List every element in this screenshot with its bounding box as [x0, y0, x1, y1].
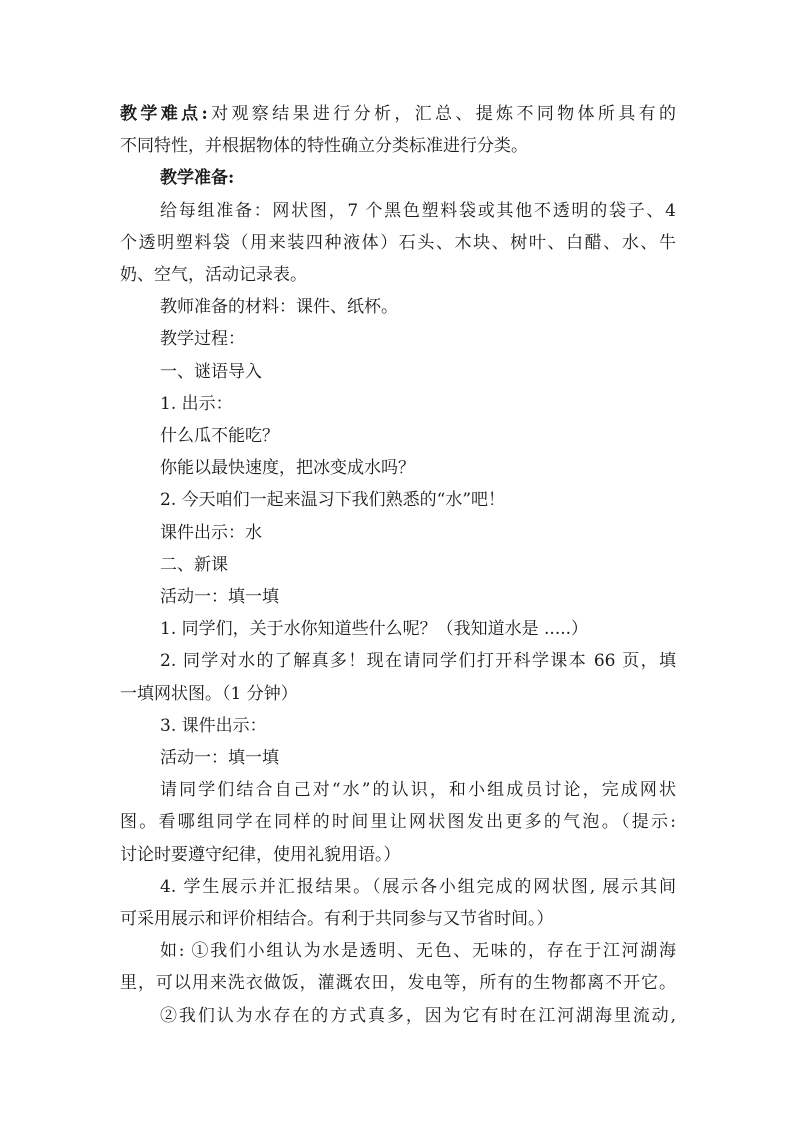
riddle-1: 什么瓜不能吃？: [160, 426, 279, 447]
section-heading-2: 二、新课: [160, 554, 228, 575]
step-2-1: 1. 同学们，关于水你知道些什么呢？（我知道水是 .....）: [160, 619, 589, 640]
example-1-line-2: 里，可以用来洗衣做饭，灌溉农田，发电等，所有的生物都离不开它。: [120, 973, 676, 994]
prep-group-line-1: 给每组准备：网状图，7 个黑色塑料袋或其他不透明的袋子、4: [160, 200, 676, 221]
prep-group-line-2: 个透明塑料袋（用来装四种液体）石头、木块、树叶、白醋、水、牛: [120, 232, 676, 253]
section-heading-1: 一、谜语导入: [160, 361, 262, 382]
step-2-2-line-2: 一填网状图。（1 分钟）: [120, 683, 298, 704]
example-1-line-1: 如: ①我们小组认为水是透明、无色、无味的，存在于江河湖海: [160, 941, 676, 962]
step-2-3: 3. 课件出示：: [160, 715, 267, 736]
step-1-1: 1. 出示：: [160, 393, 233, 414]
step-2-2-line-1: 2. 同学对水的了解真多！现在请同学们打开科学课本 66 页，填: [160, 651, 676, 672]
courseware-water: 课件出示：水: [160, 522, 262, 543]
riddle-2: 你能以最快速度，把冰变成水吗？: [160, 458, 415, 479]
example-2-line-1: ②我们认为水存在的方式真多，因为它有时在江河湖海里流动,: [160, 1005, 676, 1026]
step-2-4-line-2: 可采用展示和评价相结合。有利于共同参与又节省时间。）: [120, 909, 554, 930]
process-heading: 教学过程：: [160, 329, 245, 350]
instruction-line-3: 讨论时要遵守纪律，使用礼貌用语。）: [120, 844, 401, 865]
teacher-materials: 教师准备的材料：课件、纸杯。: [160, 297, 398, 318]
prep-heading: 教学准备:: [160, 168, 235, 189]
activity-1-title: 活动一：填一填: [160, 587, 279, 608]
difficulty-line-2: 不同特性，并根据物体的特性确立分类标准进行分类。: [120, 136, 528, 157]
instruction-line-1: 请同学们结合自己对“水”的认识，和小组成员讨论，完成网状: [160, 780, 676, 801]
difficulty-line-1: [120, 98, 676, 130]
document-page: [120, 98, 676, 1032]
prep-group-line-3: 奶、空气，活动记录表。: [120, 265, 307, 286]
difficulty-label: 教学难点:: [120, 104, 208, 124]
step-1-2: 2. 今天咱们一起来温习下我们熟悉的“水”吧！: [160, 490, 506, 511]
step-2-4-line-1: 4. 学生展示并汇报结果。（展示各小组完成的网状图, 展示其间: [160, 876, 676, 897]
activity-1-title-repeat: 活动一：填一填: [160, 748, 279, 769]
difficulty-text: 对观察结果进行分析，汇总、提炼不同物体所具有的: [207, 104, 676, 124]
instruction-line-2: 图。看哪组同学在同样的时间里让网状图发出更多的气泡。（提示:: [120, 812, 676, 833]
